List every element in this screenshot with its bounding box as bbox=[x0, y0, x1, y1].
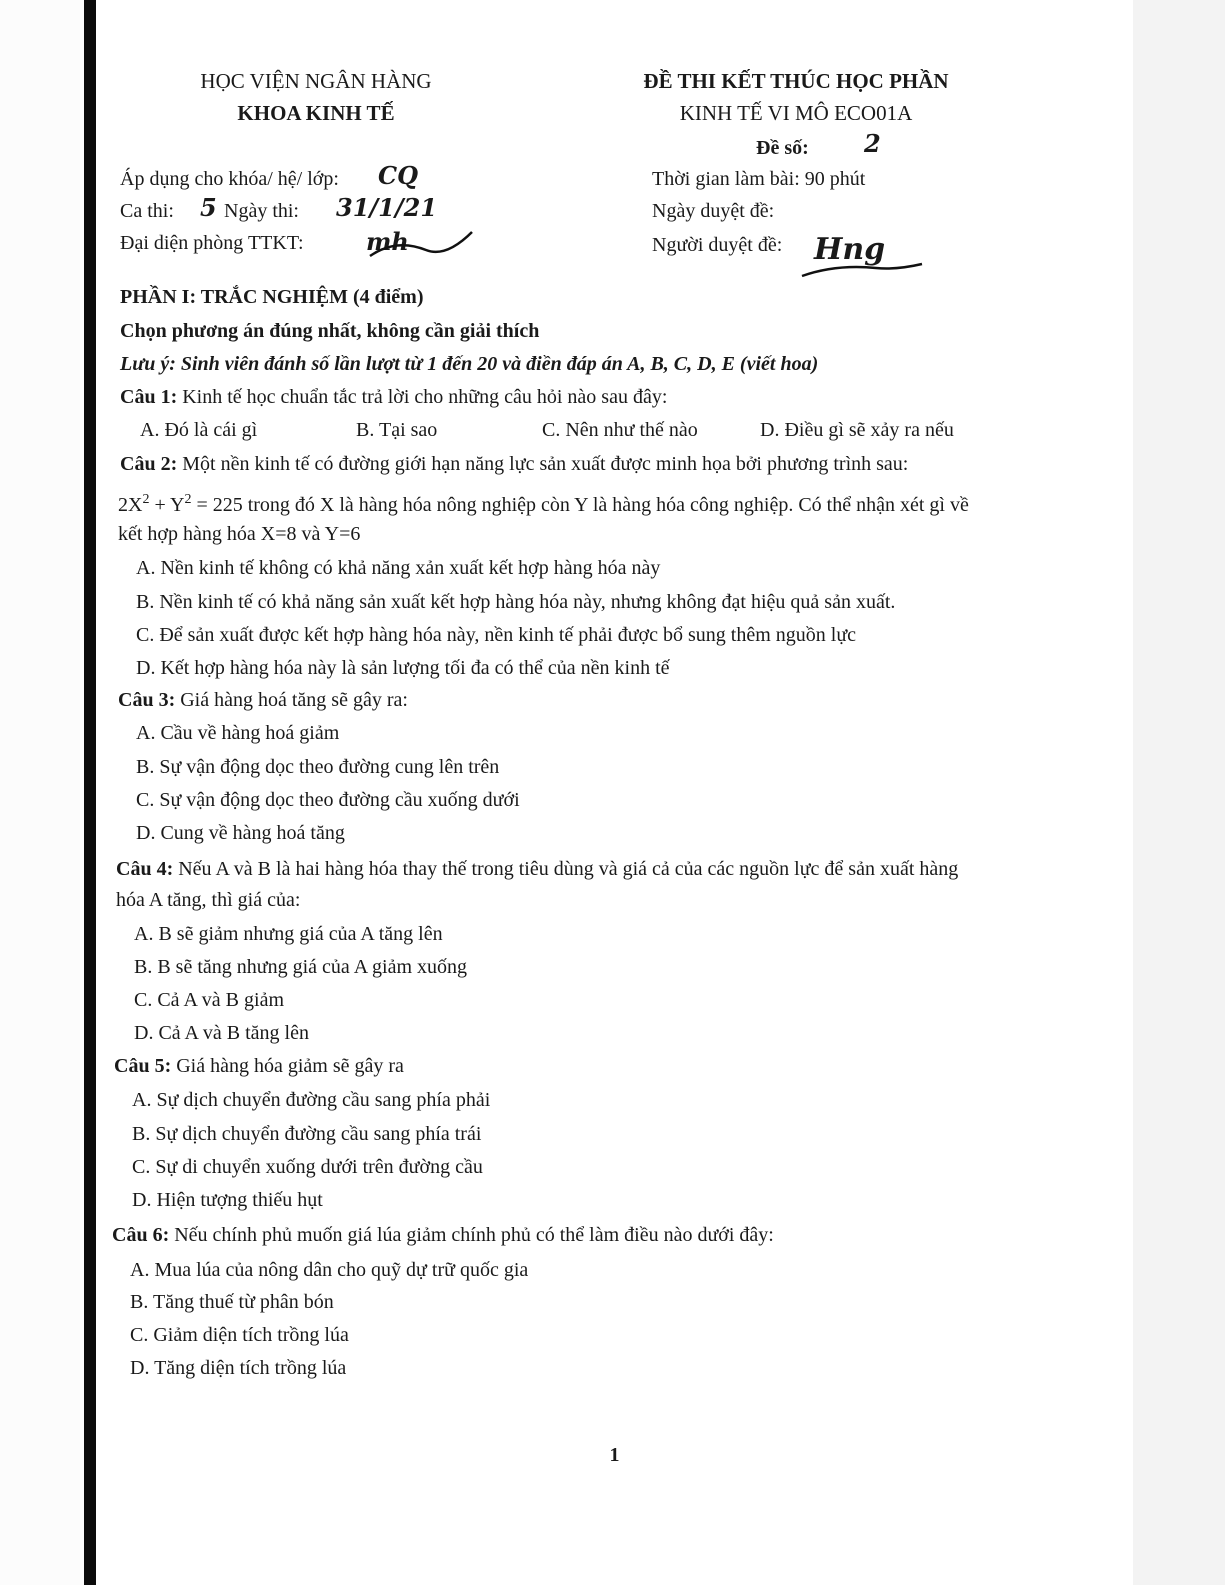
question-3 bbox=[118, 687, 408, 713]
section-title: PHẦN I: TRẮC NGHIỆM (4 điểm) bbox=[120, 286, 424, 308]
q5-option-d: D. Hiện tượng thiếu hụt bbox=[132, 1189, 323, 1211]
q1-option-c: C. Nên như thế nào bbox=[542, 419, 698, 441]
q5-option-a: A. Sự dịch chuyển đường cầu sang phía phải bbox=[132, 1089, 491, 1111]
question-label: Câu 4: bbox=[116, 858, 174, 880]
question-text: Giá hàng hoá tăng sẽ gây ra: bbox=[180, 689, 408, 711]
q6-option-a: A. Mua lúa của nông dân cho quỹ dự trữ quốc gia bbox=[130, 1259, 529, 1281]
equation-rest: = 225 trong đó X là hàng hóa nông nghiệp còn Y là hàng hóa công nghiệp. Có thể nhận xét gì về bbox=[191, 494, 969, 516]
faculty-name: KHOA KINH TẾ bbox=[237, 101, 395, 125]
exam-title: ĐỀ THI KẾT THÚC HỌC PHẦN bbox=[643, 69, 949, 93]
question-text: Kinh tế học chuẩn tắc trả lời cho những câu hỏi nào sau đây: bbox=[182, 386, 668, 408]
question-4-continuation: hóa A tăng, thì giá của: bbox=[116, 889, 301, 911]
q6-option-d: D. Tăng diện tích trồng lúa bbox=[130, 1357, 347, 1379]
q3-option-a: A. Cầu về hàng hoá giảm bbox=[136, 722, 340, 744]
scan-right-margin bbox=[1133, 0, 1225, 1585]
institution-name: HỌC VIỆN NGÂN HÀNG bbox=[200, 69, 432, 93]
question-text: Nếu A và B là hai hàng hóa thay thế trong tiêu dùng và giá cả của các nguồn lực để sản xuất hàng bbox=[178, 858, 959, 880]
time-label: Thời gian làm bài: 90 phút bbox=[652, 168, 866, 190]
q5-option-b: B. Sự dịch chuyển đường cầu sang phía trái bbox=[132, 1123, 482, 1145]
equation-exponent: 2 bbox=[142, 492, 150, 507]
equation-exponent: 2 bbox=[184, 492, 192, 507]
q4-option-b: B. B sẽ tăng nhưng giá của A giảm xuống bbox=[134, 956, 468, 978]
q2-option-b: B. Nền kinh tế có khả năng sản xuất kết hợp hàng hóa này, nhưng không đạt hiệu quả sản xuất. bbox=[136, 591, 896, 613]
question-text: Một nền kinh tế có đường giới hạn năng lực sản xuất được minh họa bởi phương trình sau: bbox=[182, 453, 909, 475]
q1-option-d: D. Điều gì sẽ xảy ra nếu bbox=[760, 419, 954, 441]
page-number: 1 bbox=[609, 1444, 620, 1466]
q3-option-d: D. Cung về hàng hoá tăng bbox=[136, 822, 345, 844]
exam-number-label: Đề số: bbox=[756, 137, 809, 159]
question-label: Câu 1: bbox=[120, 386, 178, 408]
q6-option-b: B. Tăng thuế từ phân bón bbox=[130, 1291, 334, 1313]
q1-option-a: A. Đó là cái gì bbox=[140, 419, 258, 441]
exam-page bbox=[96, 0, 1133, 1585]
date-value: 31/1/21 bbox=[336, 193, 438, 222]
shift-value: 5 bbox=[200, 193, 217, 222]
scan-left-border bbox=[0, 0, 96, 1585]
q5-option-c: C. Sự di chuyển xuống dưới trên đường cầu bbox=[132, 1156, 483, 1178]
equation-term: 2X bbox=[118, 494, 143, 516]
question-label: Câu 3: bbox=[118, 689, 176, 711]
approver-signature-stroke bbox=[796, 228, 926, 288]
q1-option-b: B. Tại sao bbox=[356, 419, 438, 441]
question-2-continuation: kết hợp hàng hóa X=8 và Y=6 bbox=[118, 523, 361, 545]
approver-signature: Hng bbox=[814, 232, 886, 267]
q4-option-c: C. Cả A và B giảm bbox=[134, 989, 284, 1011]
date-label: Ngày thi: bbox=[224, 200, 299, 222]
equation-term: + Y bbox=[149, 494, 185, 516]
rep-label: Đại diện phòng TTKT: bbox=[120, 232, 304, 254]
rep-signature: mh bbox=[366, 227, 409, 256]
question-label: Câu 2: bbox=[120, 453, 178, 475]
q4-option-d: D. Cả A và B tăng lên bbox=[134, 1022, 309, 1044]
q3-option-b: B. Sự vận động dọc theo đường cung lên trên bbox=[136, 756, 500, 778]
q2-option-a: A. Nền kinh tế không có khả năng xản xuất kết hợp hàng hóa này bbox=[136, 557, 661, 579]
rep-signature-stroke bbox=[366, 228, 476, 262]
approve-date-label: Ngày duyệt đề: bbox=[652, 200, 775, 222]
question-2 bbox=[120, 451, 908, 477]
q2-option-c: C. Để sản xuất được kết hợp hàng hóa này, nền kinh tế phải được bổ sung thêm nguồn lực bbox=[136, 624, 857, 646]
apply-label: Áp dụng cho khóa/ hệ/ lớp: bbox=[120, 168, 339, 190]
shift-label: Ca thi: bbox=[120, 200, 174, 222]
question-2-equation bbox=[118, 487, 969, 518]
q4-option-a: A. B sẽ giảm nhưng giá của A tăng lên bbox=[134, 923, 443, 945]
course-name: KINH TẾ VI MÔ ECO01A bbox=[679, 101, 913, 125]
q3-option-c: C. Sự vận động dọc theo đường cầu xuống dưới bbox=[136, 789, 520, 811]
q6-option-c: C. Giảm diện tích trồng lúa bbox=[130, 1324, 349, 1346]
question-5 bbox=[114, 1053, 404, 1079]
question-label: Câu 5: bbox=[114, 1055, 172, 1077]
section-note: Lưu ý: Sinh viên đánh số lần lượt từ 1 đến 20 và điền đáp án A, B, C, D, E (viết hoa) bbox=[120, 353, 819, 375]
question-text: Nếu chính phủ muốn giá lúa giảm chính phủ có thể làm điều nào dưới đây: bbox=[174, 1224, 774, 1246]
apply-value: CQ bbox=[378, 161, 419, 190]
question-label: Câu 6: bbox=[112, 1224, 170, 1246]
exam-number-value: 2 bbox=[864, 129, 881, 158]
section-instruction: Chọn phương án đúng nhất, không cần giải thích bbox=[120, 320, 540, 342]
question-text: Giá hàng hóa giảm sẽ gây ra bbox=[176, 1055, 404, 1077]
question-4 bbox=[116, 856, 958, 882]
question-1 bbox=[120, 384, 667, 410]
question-6 bbox=[112, 1222, 774, 1248]
q2-option-d: D. Kết hợp hàng hóa này là sản lượng tối đa có thể của nền kinh tế bbox=[136, 657, 670, 679]
approver-label: Người duyệt đề: bbox=[652, 234, 783, 256]
